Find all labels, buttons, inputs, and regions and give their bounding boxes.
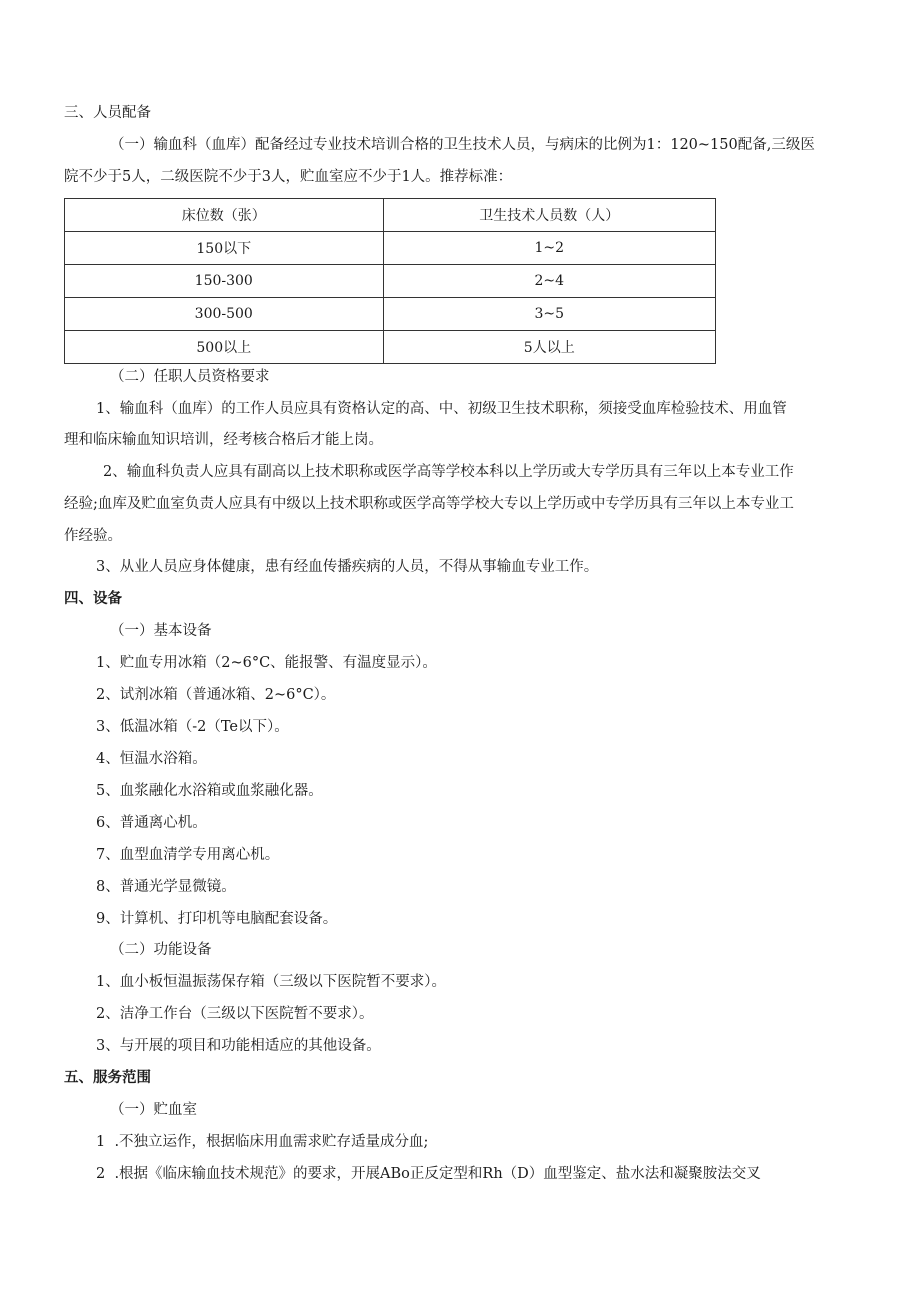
list-item: 1 .不独立运作，根据临床用血需求贮存适量成分血; [96, 1134, 429, 1150]
table-cell-staff: 1~2 [383, 232, 716, 265]
list-item: 7、血型血清学专用离心机。 [96, 847, 280, 863]
qualification-2-line-1: 2、输血科负责人应具有副高以上技术职称或医学高等学校本科以上学历或大专学历具有三年以上本专业工作 [103, 464, 794, 480]
table-header-beds: 床位数（张） [65, 199, 384, 232]
subsection-basic-equipment: （一）基本设备 [110, 623, 212, 639]
table-cell-staff: 2~4 [383, 265, 716, 298]
qualification-2-line-3: 作经验。 [64, 528, 122, 544]
table-cell-beds: 300-500 [65, 298, 384, 331]
subsection-qualifications: （二）任职人员资格要求 [110, 369, 270, 385]
section-5-title: 五、服务范围 [64, 1070, 151, 1086]
list-item: 1、血小板恒温振荡保存箱（三级以下医院暂不要求）。 [96, 974, 446, 990]
table-cell-beds: 150-300 [65, 265, 384, 298]
qualification-1-line-2: 理和临床输血知识培训，经考核合格后才能上岗。 [64, 432, 383, 448]
list-item: 6、普通离心机。 [96, 815, 207, 831]
list-item: 2、洁净工作台（三级以下医院暂不要求）。 [96, 1006, 374, 1022]
table-cell-staff: 5人以上 [383, 331, 716, 364]
list-item: 2、试剂冰箱（普通冰箱、2~6°C）。 [96, 687, 336, 703]
list-item: 5、血浆融化水浴箱或血浆融化器。 [96, 783, 323, 799]
list-item: 9、计算机、打印机等电脑配套设备。 [96, 911, 338, 927]
subsection-functional-equipment: （二）功能设备 [110, 942, 212, 958]
list-item: 1、贮血专用冰箱（2~6°C、能报警、有温度显示）。 [96, 655, 437, 671]
list-item: 8、普通光学显微镜。 [96, 879, 236, 895]
subsection-blood-storage-room: （一）贮血室 [110, 1102, 197, 1118]
table-cell-beds: 150以下 [65, 232, 384, 265]
table-row [65, 331, 716, 364]
staffing-table [64, 198, 716, 364]
list-item: 3、与开展的项目和功能相适应的其他设备。 [96, 1038, 381, 1054]
paragraph-staffing-line-2: 院不少于5人，二级医院不少于3人，贮血室应不少于1人。推荐标准： [64, 169, 513, 185]
list-item: 4、恒温水浴箱。 [96, 751, 207, 767]
table-row [65, 298, 716, 331]
qualification-3: 3、从业人员应身体健康，患有经血传播疾病的人员，不得从事输血专业工作。 [96, 559, 599, 575]
table-cell-beds: 500以上 [65, 331, 384, 364]
table-row [65, 265, 716, 298]
table-header-row [65, 199, 716, 232]
qualification-1-line-1: 1、输血科（血库）的工作人员应具有资格认定的高、中、初级卫生技术职称，须接受血库检验技术、用血管 [96, 401, 787, 417]
section-4-title: 四、设备 [64, 591, 122, 607]
list-item: 3、低温冰箱（-2（Te以下）。 [96, 719, 289, 735]
table-row [65, 232, 716, 265]
paragraph-staffing-line-1: （一）输血科（血库）配备经过专业技术培训合格的卫生技术人员，与病床的比例为1：120~150配备,三级医 [110, 137, 815, 153]
list-item: 2 .根据《临床输血技术规范》的要求，开展ABo正反定型和Rh（D）血型鉴定、盐水法和凝聚胺法交叉 [96, 1166, 761, 1182]
table-header-staff: 卫生技术人员数（人） [383, 199, 716, 232]
table-cell-staff: 3~5 [383, 298, 716, 331]
qualification-2-line-2: 经验;血库及贮血室负责人应具有中级以上技术职称或医学高等学校大专以上学历或中专学历具有三年以上本专业工 [64, 496, 794, 512]
section-3-title: 三、人员配备 [64, 105, 151, 121]
